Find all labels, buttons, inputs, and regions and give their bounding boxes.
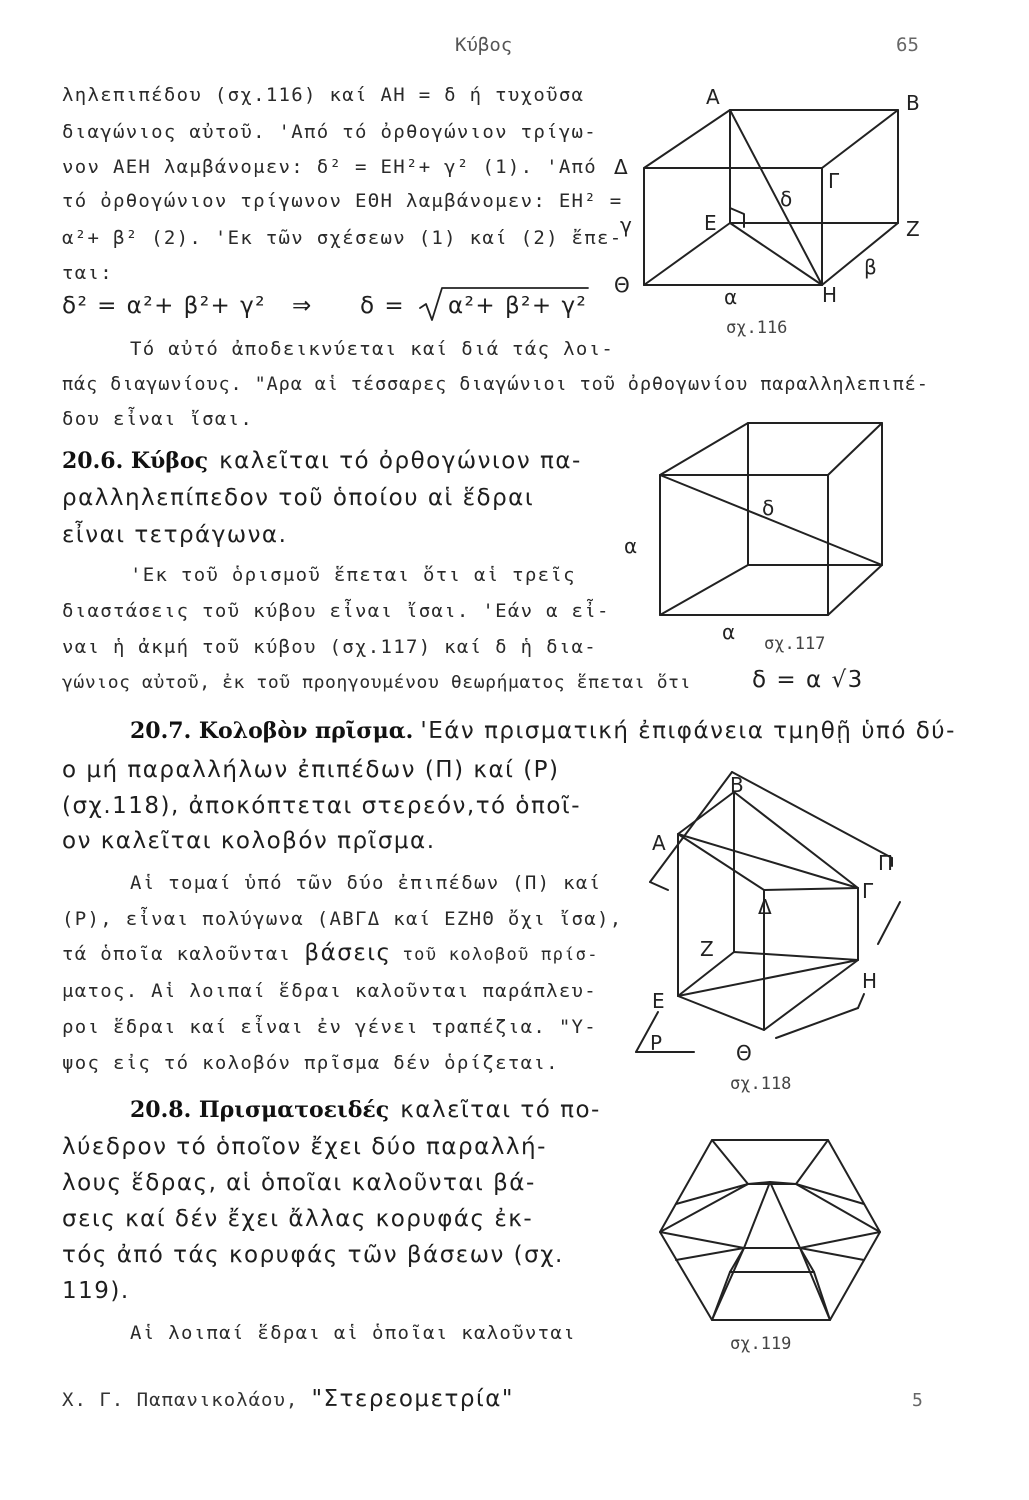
page-number: 65 (896, 34, 919, 56)
label-vertex-theta: Θ (736, 1041, 752, 1065)
caption-fig116: σχ.116 (726, 318, 788, 338)
figure-119 (648, 1132, 888, 1332)
label-alpha-side: α (624, 534, 638, 558)
prismatoid-edge (676, 1184, 748, 1204)
formula-delta-squared: δ² = α²+ β²+ γ² (62, 293, 266, 319)
formula-cube-diagonal: δ = α √3 (752, 667, 864, 693)
label-vertex-B: Β (730, 773, 744, 797)
box-hidden-edge (644, 223, 730, 285)
prismatoid-edge (712, 1272, 730, 1320)
cube-hidden-edge (660, 565, 748, 615)
text-line: ματος. Αἱ λοιπαί ἕδραι καλοῦνται παράπλευ- (62, 980, 598, 1002)
text-line: (σχ.118), ἀποκόπτεται στερεόν,τό ὁποῖ- (62, 793, 581, 819)
section-20-6-first-line (62, 448, 582, 474)
text-line: 'Εκ τοῦ ὁρισμοῦ ἕπεται ὅτι αἱ τρεῖς (130, 564, 576, 586)
text-line: δου εἶναι ἴσαι. (62, 408, 254, 430)
section-20-7-first-line (130, 718, 956, 744)
text-line: καλεῖται τό πο- (400, 1097, 601, 1123)
footer-author: Χ. Γ. Παπανικολάου, (62, 1389, 299, 1411)
label-vertex-H: Η (862, 969, 878, 993)
prismatoid-edge (796, 1140, 828, 1184)
base-diagonal (678, 834, 858, 888)
text-line: Αἱ λοιπαί ἕδραι αἱ ὁποῖαι καλοῦνται (130, 1322, 576, 1344)
section-heading: 20.6. Κύβος (62, 448, 208, 474)
figure-118 (630, 762, 920, 1072)
prismatoid-edge (660, 1232, 744, 1248)
text-line: γώνιος αὐτοῦ, ἐκ τοῦ προηγουμένου θεωρήματος ἕπεται ὅτι (62, 672, 692, 693)
text-line: Αἱ τομαί ὑπό τῶν δύο ἐπιπέδων (Π) καί (130, 872, 602, 894)
section-20-8-first-line (130, 1097, 601, 1123)
label-vertex-A: Α (652, 831, 666, 855)
plane-pi-edge (650, 772, 732, 882)
formula-radicand: α²+ β²+ γ² (448, 293, 588, 319)
cube-edge (828, 565, 882, 615)
running-head-title: Κύβος (455, 34, 513, 56)
text-line: διαγώνιος αὐτοῦ. 'Από τό ὀρθογώνιον τρίγω- (62, 121, 598, 143)
prismatoid-edge (814, 1272, 830, 1320)
text-line: ληλεπιπέδου (σχ.116) καί ΑΗ = δ ή τυχοῦσα (62, 84, 585, 106)
formula-delta-equals: δ = (360, 293, 406, 319)
text-line: ψος εἰς τό κολοβόν πρῖσμα δέν ὁρίζεται. (62, 1052, 559, 1074)
label-delta: δ (762, 496, 775, 520)
text-line: τό ὀρθογώνιον τρίγωνον ΕΘΗ λαμβάνομεν: ΕΗ² = (62, 190, 623, 212)
figure-116 (600, 80, 930, 350)
text-line: σεις καί δέν ἔχει ἄλλας κορυφάς ἐκ- (62, 1206, 534, 1232)
text-line: καλεῖται τό ὀρθογώνιον πα- (219, 448, 582, 474)
plane-rho-edge (858, 994, 864, 1008)
text-line: πάς διαγωνίους. "Αρα αἱ τέσσαρες διαγώνιοι τοῦ ὀρθογωνίου παραλληλεπιπέ- (62, 374, 929, 395)
prismatoid-edge (730, 1248, 744, 1272)
caption-fig117: σχ.117 (764, 634, 826, 654)
text-line: νον ΑΕΗ λαμβάνομεν: δ² = ΕΗ²+ γ² (1). 'Από (62, 156, 598, 178)
label-vertex-A: Α (706, 85, 720, 109)
caption-fig119: σχ.119 (730, 1334, 792, 1354)
label-vertex-D: Δ (758, 895, 772, 919)
face-diagonal (730, 223, 822, 285)
text-line: τός ἀπό τάς κορυφάς τῶν βάσεων (σχ. (62, 1242, 564, 1268)
label-vertex-Z: Ζ (906, 217, 920, 241)
label-vertex-H: Η (822, 283, 838, 307)
label-vertex-B: Β (906, 91, 920, 115)
label-vertex-E: Ε (704, 211, 717, 235)
section-heading: 20.8. Πρισματοειδές (130, 1097, 390, 1123)
text-line: Τό αὐτό ἀποδεικνύεται καί διά τάς λοι- (130, 338, 615, 360)
label-beta: β (864, 255, 877, 279)
text-line: (Ρ), εἶναι πολύγωνα (ΑΒΓΔ καί ΕΖΗΘ ὄχι ἴσα), (62, 908, 623, 930)
outer-hexagon (660, 1140, 880, 1320)
label-delta: δ (780, 187, 793, 211)
box-top-face (644, 110, 898, 168)
text-line: 'Εάν πρισματική ἐπιφάνεια τμηθῇ ὑπό δύ- (420, 718, 956, 744)
footer-sheet-number: 5 (912, 1390, 923, 1411)
label-vertex-D: Δ (614, 155, 628, 179)
footer-citation (62, 1386, 514, 1412)
space-diagonal (730, 110, 822, 285)
base-diagonal (678, 960, 858, 996)
footer-book-title: "Στερεομετρία" (311, 1386, 514, 1412)
text-line: α²+ β² (2). 'Εκ τῶν σχέσεων (1) καί (2) ἔπε- (62, 227, 623, 249)
plane-pi-edge (732, 772, 892, 858)
label-alpha: α (724, 285, 738, 309)
text-line: ον καλεῖται κολοβόν πρῖσμα. (62, 828, 436, 854)
label-vertex-E: Ε (652, 989, 665, 1013)
text-line: λύεδρον τό ὁποῖον ἔχει δύο παραλλή- (62, 1134, 547, 1160)
box-edge (822, 223, 898, 285)
text-line: ροι ἕδραι καί εἶναι ἐν γένει τραπέζια. "Υ- (62, 1016, 598, 1038)
label-vertex-G: Γ (862, 879, 874, 903)
prismatoid-edge (676, 1248, 744, 1260)
formula-implies-arrow: ⇒ (292, 293, 313, 319)
label-vertex-G: Γ (828, 169, 840, 193)
cube-diagonal (660, 475, 882, 565)
text-line: ται: (62, 262, 113, 284)
label-gamma: γ (620, 213, 632, 237)
plane-pi-edge (650, 882, 668, 890)
label-vertex-Z: Ζ (700, 937, 714, 961)
prismatoid-edge (800, 1248, 864, 1260)
label-plane-rho: Ρ (650, 1031, 663, 1055)
label-plane-pi: Π (878, 851, 894, 875)
prismatoid-edge (712, 1140, 748, 1184)
term-bases: βάσεις (304, 940, 392, 966)
section-heading: 20.7. Κολοβὸν πρῖσμα. (130, 718, 414, 744)
text-line: ο μή παραλλήλων ἐπιπέδων (Π) καί (Ρ) (62, 757, 560, 783)
prismatoid-edge (800, 1248, 814, 1272)
inner-triangle (744, 1182, 800, 1248)
cube-top-face (660, 423, 882, 475)
text-line: ραλληλεπίπεδον τοῦ ὁποίου αἱ ἕδραι (62, 485, 535, 511)
text-line: εἶναι τετράγωνα. (62, 522, 288, 548)
text-line: διαστάσεις τοῦ κύβου εἶναι ἴσαι. 'Εάν α εἶ- (62, 600, 610, 622)
text-line: λους ἕδρας, αἱ ὁποῖαι καλοῦνται βά- (62, 1170, 536, 1196)
plane-pi-edge (878, 902, 900, 944)
text-line: τά ὁποῖα καλοῦνται βάσεις τοῦ κολοβοῦ πρίσ- (62, 940, 599, 966)
text-line: ναι ἡ ἀκμή τοῦ κύβου (σχ.117) καί δ ἡ δια- (62, 636, 598, 658)
label-alpha-bottom: α (722, 620, 736, 644)
prismatoid-edge (800, 1232, 880, 1248)
caption-fig118: σχ.118 (730, 1074, 792, 1094)
label-vertex-theta: Θ (614, 273, 630, 297)
text-line: 119). (62, 1278, 130, 1304)
